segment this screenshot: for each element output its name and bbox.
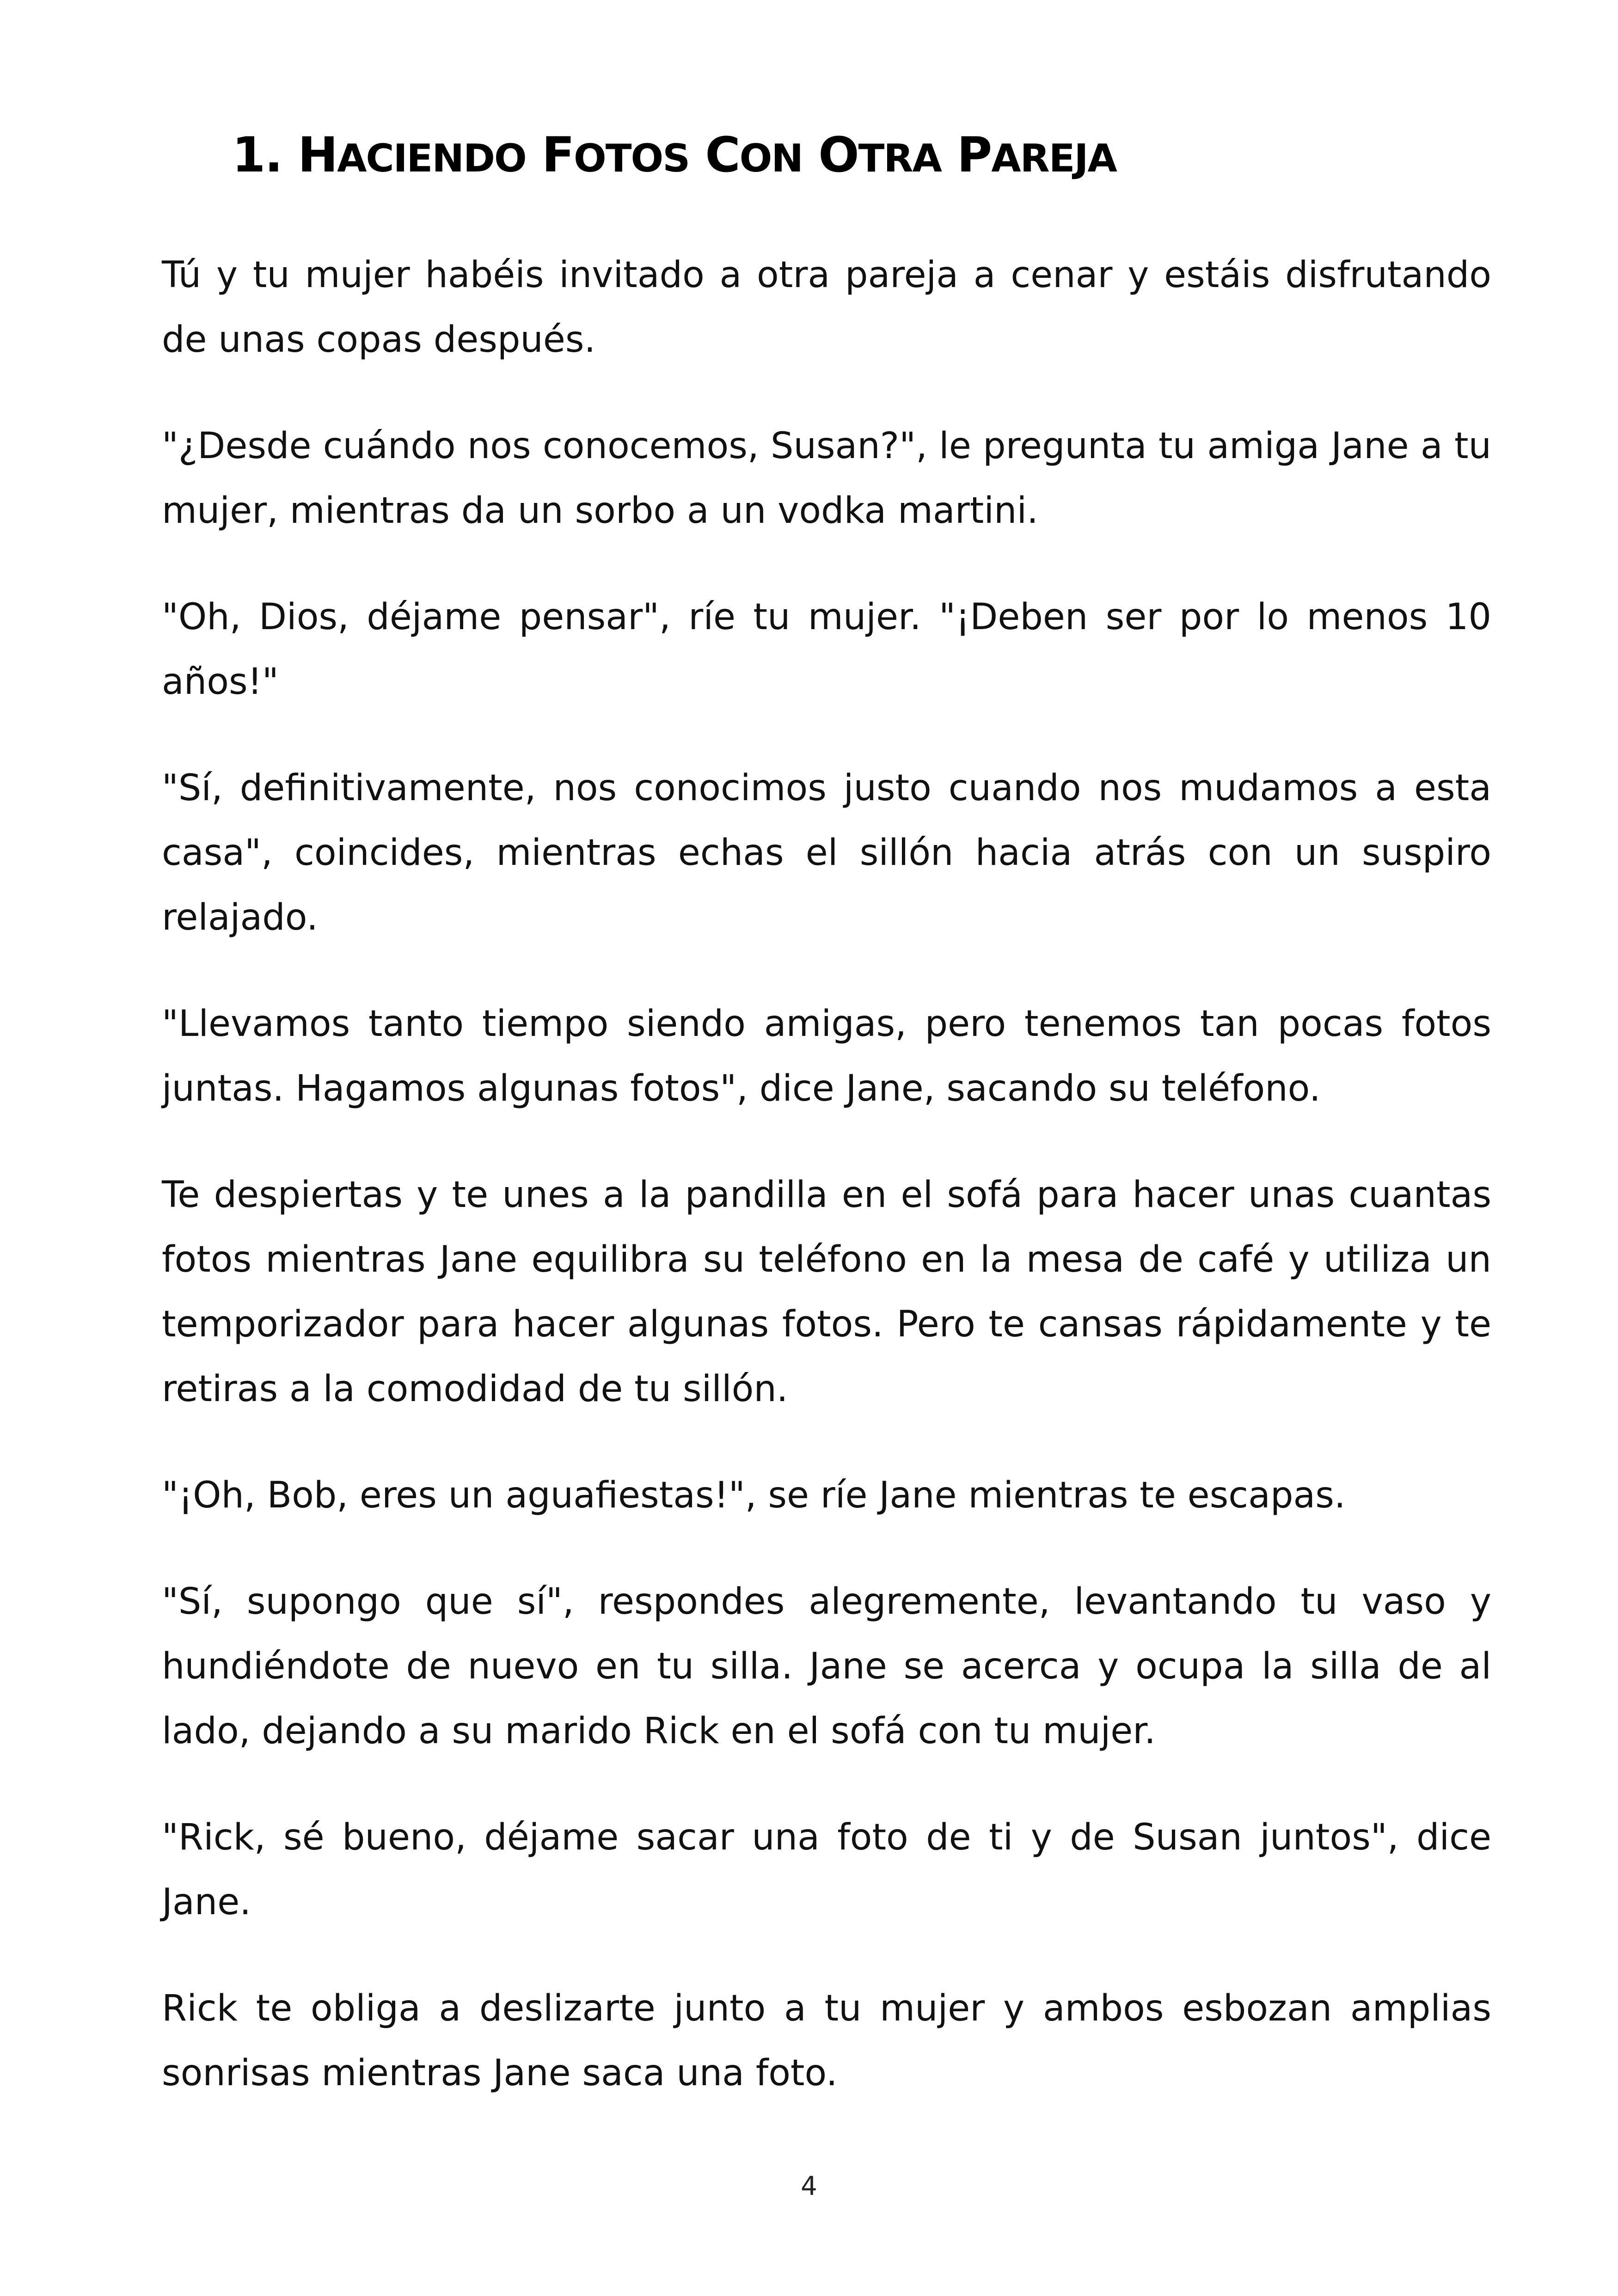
chapter-title: 1. HACIENDO FOTOS CON OTRA PAREJA — [232, 127, 1116, 183]
paragraph: "Sí, supongo que sí", respondes alegremente, levantando tu vaso y hundiéndote de nuevo en tu silla. Jane se acerca y ocupa la silla de al lado, dejando a su marido Rick en el sofá con tu mujer. — [162, 1581, 1491, 1752]
paragraph: "Oh, Dios, déjame pensar", ríe tu mujer. "¡Deben ser por lo menos 10 años!" — [162, 596, 1491, 703]
paragraph: "¿Desde cuándo nos conocemos, Susan?", le pregunta tu amiga Jane a tu mujer, mientras da un sorbo a un vodka martini. — [162, 425, 1491, 532]
paragraph: "Rick, sé bueno, déjame sacar una foto de ti y de Susan juntos", dice Jane. — [162, 1817, 1491, 1923]
paragraph: "Sí, definitivamente, nos conocimos justo cuando nos mudamos a esta casa", coincides, mientras echas el sillón hacia atrás con un suspiro relajado. — [162, 767, 1491, 938]
paragraph: Te despiertas y te unes a la pandilla en el sofá para hacer unas cuantas fotos mientras Jane equilibra su teléfono en la mesa de café y utiliza un temporizador para hacer algunas fotos. Pero te cansas rápidamente y te retiras a la comodidad de tu sillón. — [162, 1174, 1491, 1410]
paragraph: Rick te obliga a deslizarte junto a tu mujer y ambos esbozan amplias sonrisas mientras Jane saca una foto. — [162, 1988, 1491, 2094]
paragraph: Tú y tu mujer habéis invitado a otra pareja a cenar y estáis disfrutando de unas copas después. — [162, 254, 1491, 361]
body-text — [162, 243, 1491, 2106]
paragraph: "¡Oh, Bob, eres un aguafiestas!", se ríe Jane mientras te escapas. — [162, 1475, 1346, 1516]
page-number: 4 — [801, 2171, 817, 2201]
paragraph: "Llevamos tanto tiempo siendo amigas, pero tenemos tan pocas fotos juntas. Hagamos algunas fotos", dice Jane, sacando su teléfono. — [162, 1003, 1491, 1109]
